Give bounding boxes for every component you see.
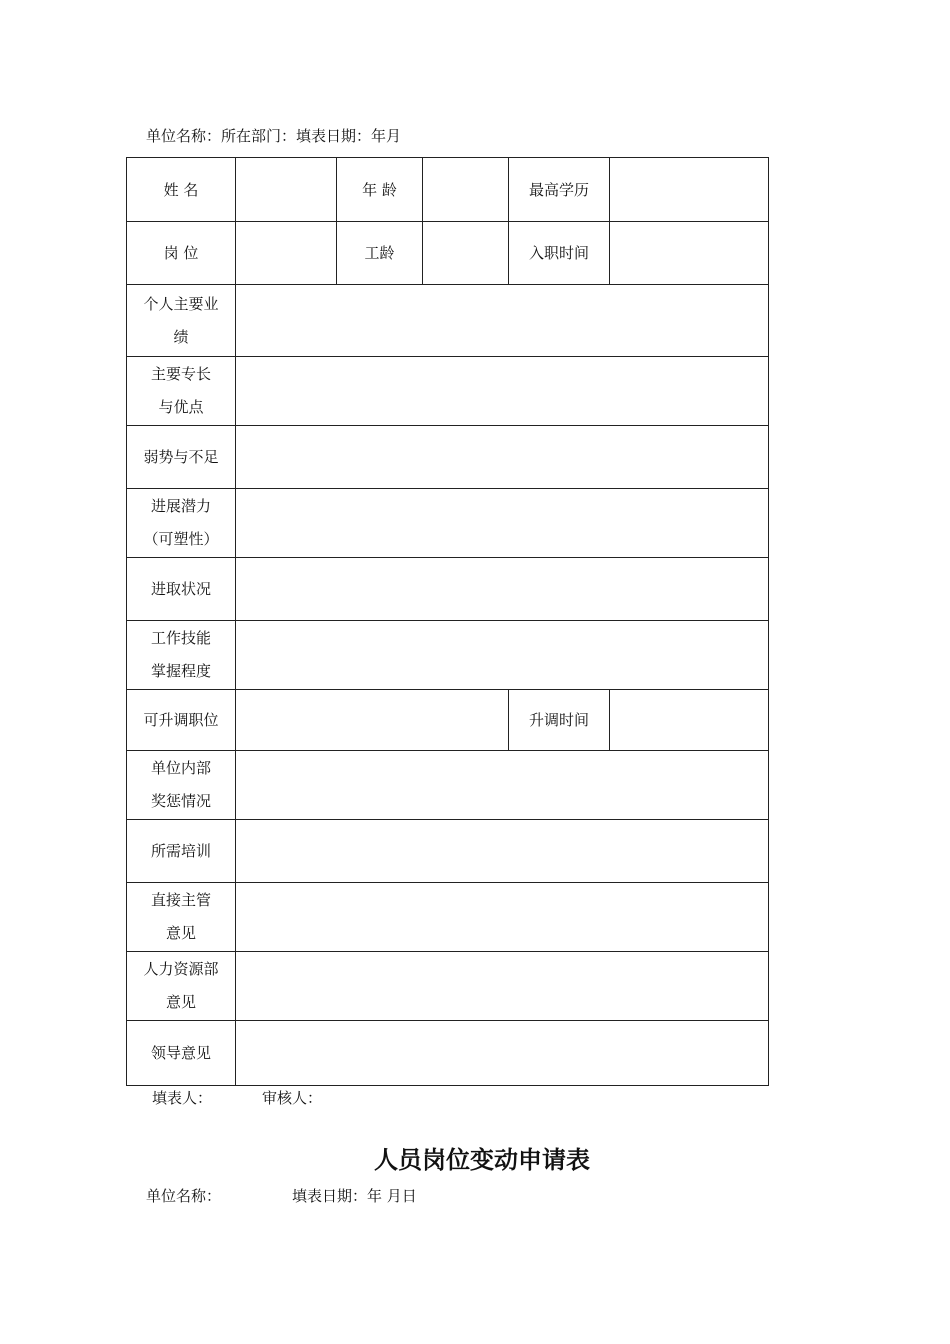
training-field[interactable] — [236, 820, 769, 883]
weaknesses-label: 弱势与不足 — [127, 426, 236, 489]
filler-label: 填表人： — [152, 1089, 213, 1107]
strengths-field[interactable] — [236, 357, 769, 426]
supervisor-opinion-label: 直接主管 意见 — [127, 883, 236, 952]
achievements-field[interactable] — [236, 285, 769, 357]
education-field[interactable] — [610, 158, 769, 222]
table-row — [127, 1021, 769, 1086]
weaknesses-field[interactable] — [236, 426, 769, 489]
skills-field[interactable] — [236, 621, 769, 690]
rewards-field[interactable] — [236, 751, 769, 820]
table-row — [127, 621, 769, 690]
promotion-position-label: 可升调职位 — [127, 690, 236, 751]
form2-header — [146, 1186, 417, 1206]
potential-field[interactable] — [236, 489, 769, 558]
potential-label: 进展潜力 （可塑性） — [127, 489, 236, 558]
reviewer-label: 审核人： — [262, 1089, 323, 1107]
promotion-time-field[interactable] — [610, 690, 769, 751]
form2-date-label: 填表日期：年 月日 — [292, 1187, 417, 1205]
education-label: 最高学历 — [509, 158, 610, 222]
table-row — [127, 820, 769, 883]
position-field[interactable] — [236, 222, 337, 285]
position-label: 岗 位 — [127, 222, 236, 285]
hire-date-field[interactable] — [610, 222, 769, 285]
leader-opinion-field[interactable] — [236, 1021, 769, 1086]
training-label: 所需培训 — [127, 820, 236, 883]
supervisor-opinion-field[interactable] — [236, 883, 769, 952]
table-row — [127, 489, 769, 558]
achievements-label: 个人主要业 绩 — [127, 285, 236, 357]
table-row — [127, 558, 769, 621]
form2-title: 人员岗位变动申请表 — [374, 1145, 590, 1174]
strengths-label: 主要专长 与优点 — [127, 357, 236, 426]
table-row — [127, 426, 769, 489]
table-row — [127, 751, 769, 820]
form-header: 单位名称：所在部门：填表日期：年月 — [146, 127, 402, 145]
hr-opinion-label: 人力资源部 意见 — [127, 952, 236, 1021]
table-row — [127, 285, 769, 357]
table-row — [127, 883, 769, 952]
promotion-time-label: 升调时间 — [509, 690, 610, 751]
skills-label: 工作技能 掌握程度 — [127, 621, 236, 690]
hr-opinion-field[interactable] — [236, 952, 769, 1021]
leader-opinion-label: 领导意见 — [127, 1021, 236, 1086]
age-field[interactable] — [423, 158, 509, 222]
rewards-label: 单位内部 奖惩情况 — [127, 751, 236, 820]
table-row — [127, 357, 769, 426]
seniority-field[interactable] — [423, 222, 509, 285]
form2-unit-label: 单位名称： — [146, 1187, 222, 1205]
name-label: 姓 名 — [127, 158, 236, 222]
seniority-label: 工龄 — [337, 222, 423, 285]
ambition-label: 进取状况 — [127, 558, 236, 621]
table-row — [127, 690, 769, 751]
form-footer — [152, 1088, 323, 1108]
table-row — [127, 952, 769, 1021]
table-row — [127, 222, 769, 285]
evaluation-form-table — [126, 157, 769, 1086]
hire-date-label: 入职时间 — [509, 222, 610, 285]
age-label: 年 龄 — [337, 158, 423, 222]
table-row — [127, 158, 769, 222]
name-field[interactable] — [236, 158, 337, 222]
ambition-field[interactable] — [236, 558, 769, 621]
promotion-position-field[interactable] — [236, 690, 509, 751]
